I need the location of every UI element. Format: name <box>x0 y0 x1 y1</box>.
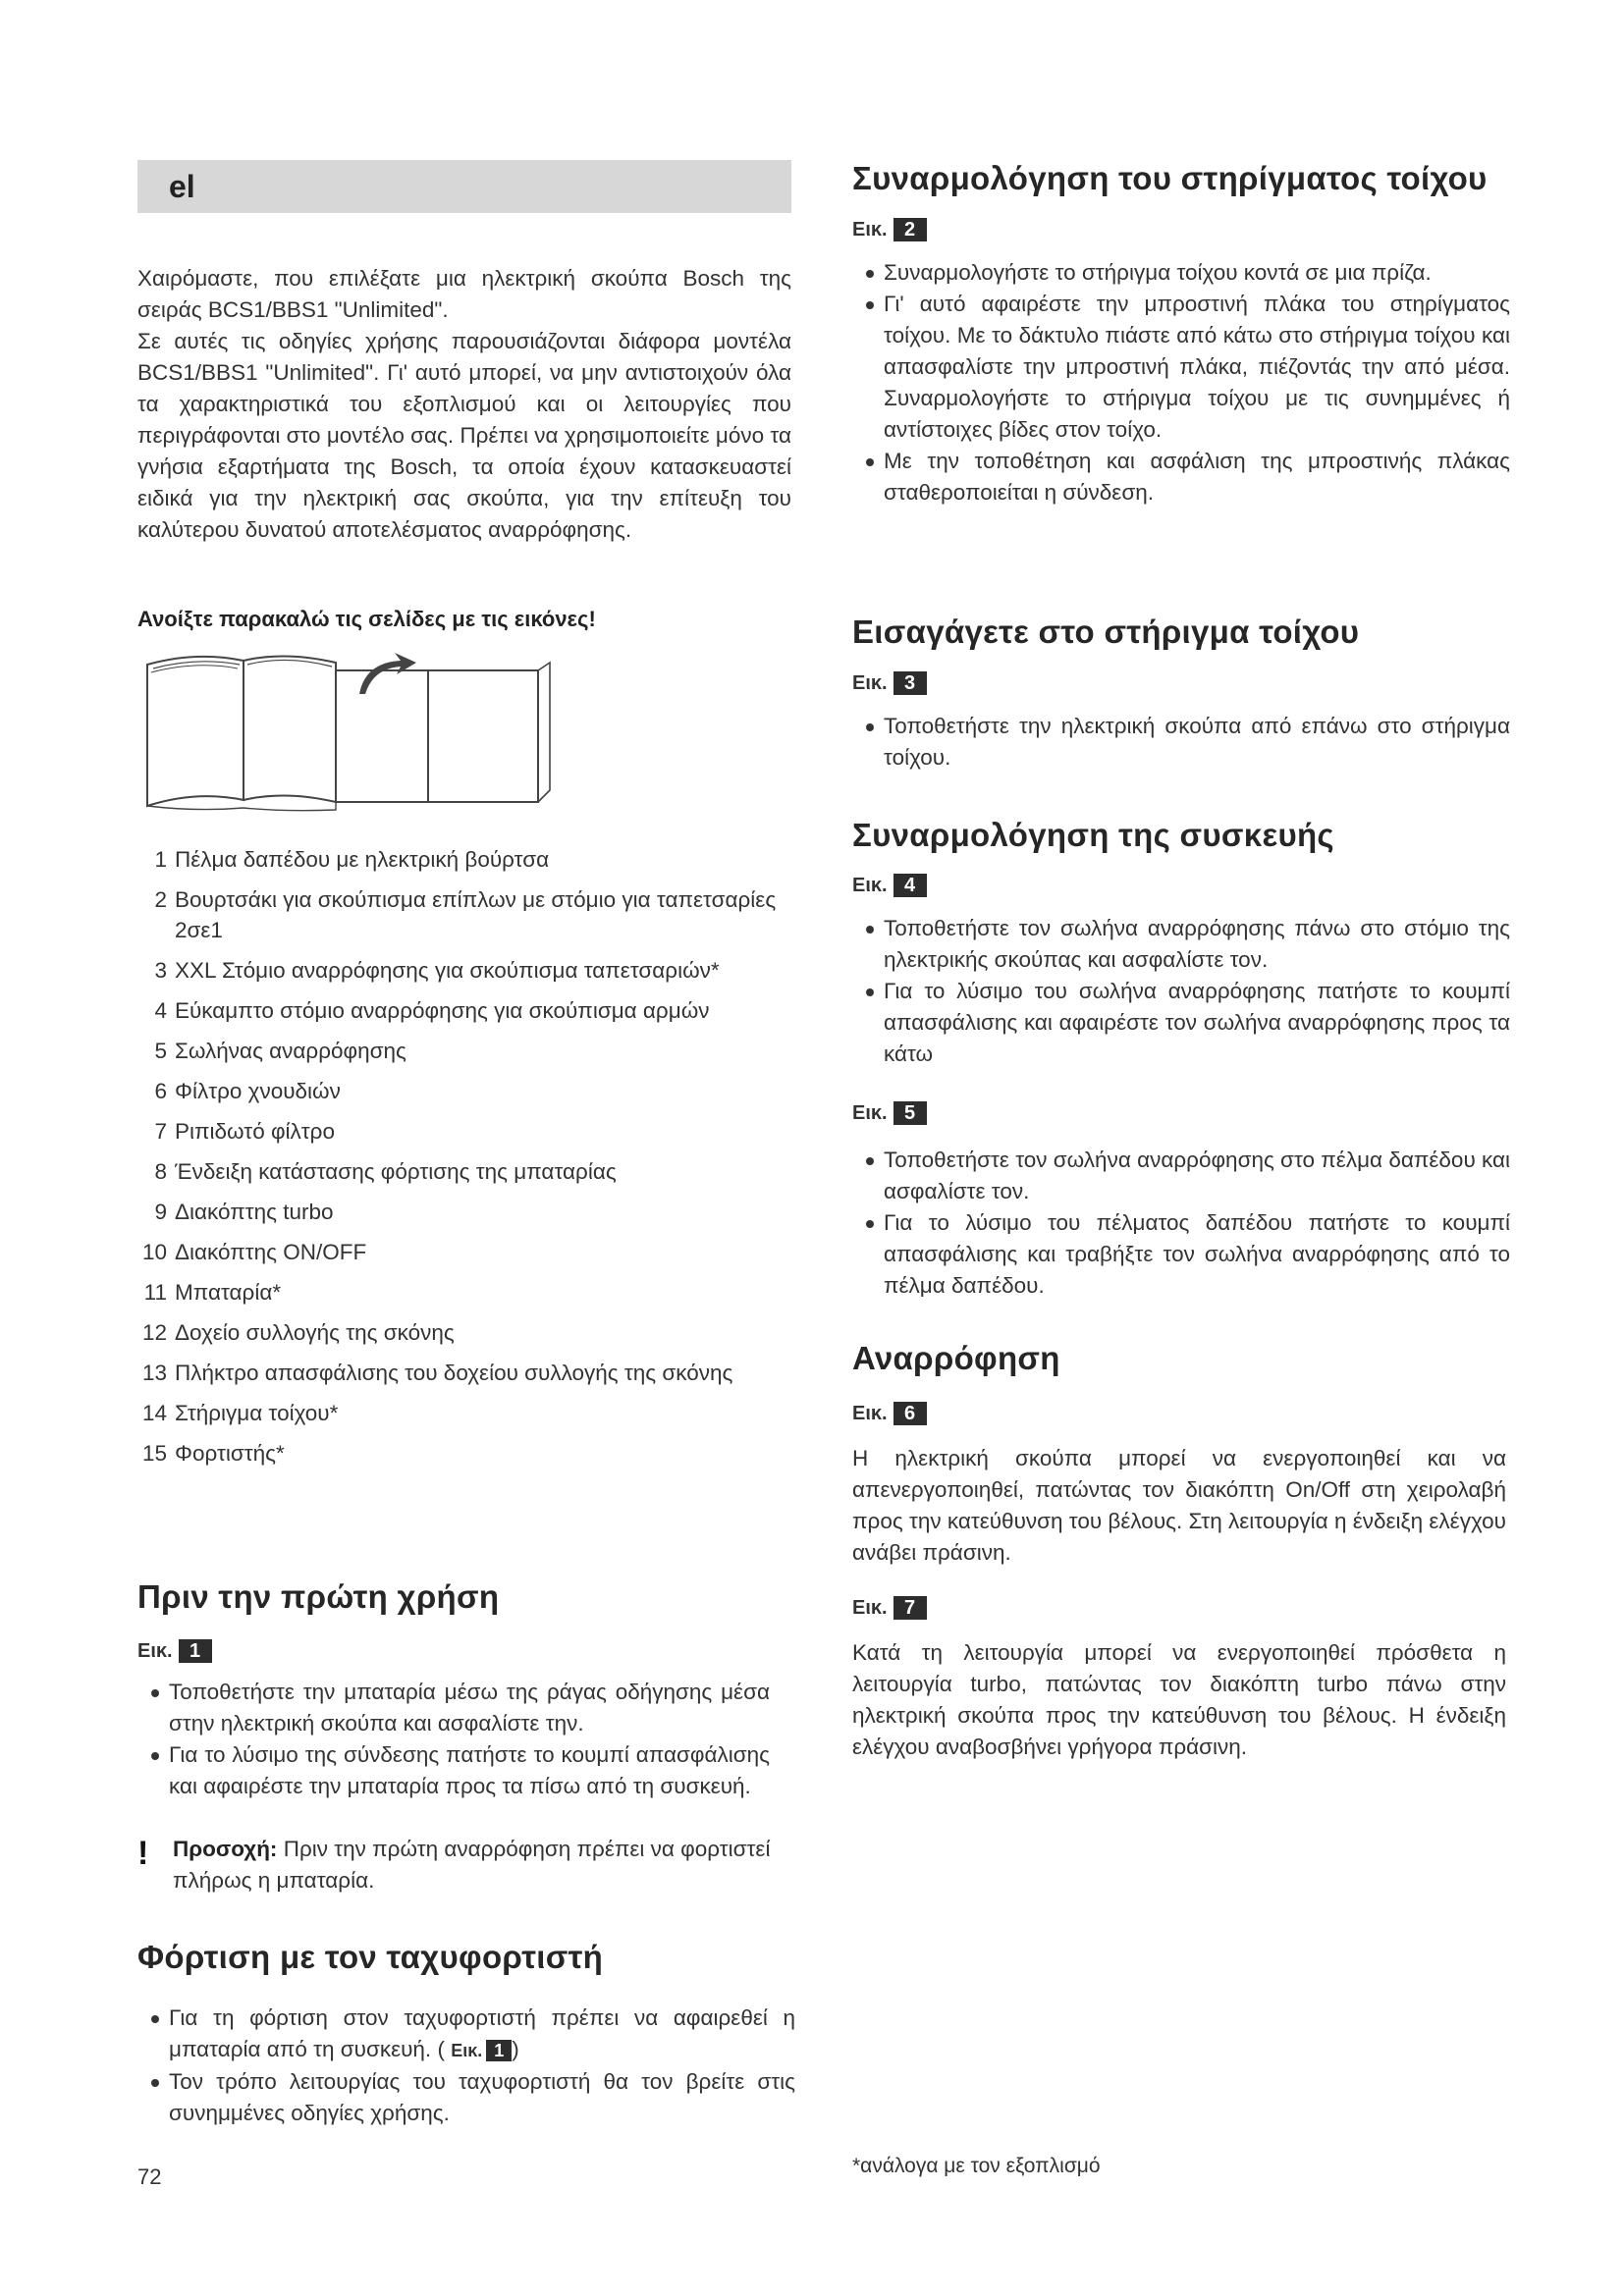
figure-label: Εικ. <box>852 671 888 694</box>
parts-list-item <box>137 1116 791 1147</box>
part-number: 3 <box>154 958 167 983</box>
figure-reference <box>137 1639 212 1663</box>
part-number: 4 <box>154 998 167 1023</box>
bullet-item: Με την τοποθέτηση και ασφάλιση της μπροστινής πλάκας σταθεροποιείται η σύνδεση. <box>862 446 1510 508</box>
part-label: Ριπιδωτό φίλτρο <box>175 1119 335 1144</box>
parts-list-item <box>137 1197 791 1227</box>
bullet-item: Για το λύσιμο της σύνδεσης πατήστε το κουμπί απασφάλισης και αφαιρέστε την μπαταρία προς τα πίσω από τη συσκευή. <box>147 1739 770 1802</box>
parts-list-item <box>137 1277 791 1308</box>
figure-reference <box>451 2035 512 2066</box>
parts-list-item <box>137 1358 791 1388</box>
part-number: 7 <box>154 1119 167 1144</box>
charging-bullet-end: ) <box>512 2037 519 2061</box>
parts-list-item <box>137 955 791 986</box>
figure-number: 6 <box>893 1402 927 1425</box>
bullet-item: Τοποθετήστε την μπαταρία μέσω της ράγας οδήγησης μέσα στην ηλεκτρική σκούπα και ασφαλίστε την. <box>147 1677 770 1739</box>
section-title-first-use: Πριν την πρώτη χρήση <box>137 1578 500 1615</box>
warning-label: Προσοχή: <box>173 1837 278 1861</box>
part-number: 14 <box>141 1401 167 1425</box>
charging-bullet-text: Για τη φόρτιση στον ταχυφορτιστή πρέπει να αφαιρεθεί η μπαταρία από τη συσκευή. ( <box>169 2005 795 2061</box>
section-title-charging: Φόρτιση με τον ταχυφορτιστή <box>137 1939 604 1975</box>
warning-note <box>137 1834 791 1896</box>
bullet-item <box>147 2002 795 2066</box>
suction-fig7-text: Κατά τη λειτουργία μπορεί να ενεργοποιηθεί πρόσθετα η λειτουργία turbo, πατώντας τον διακόπτη turbo πάνω στην ηλεκτρική σκούπα προς την κατεύθυνση του βέλους. Η ένδειξη ελέγχου αναβοσβήνει γρήγορα πράσινη. <box>852 1640 1506 1759</box>
section-title-insert-wall: Εισαγάγετε στο στήριγμα τοίχου <box>852 614 1360 650</box>
suction-fig6-text: Η ηλεκτρική σκούπα μπορεί να ενεργοποιηθεί και να απενεργοποιηθεί, πατώντας τον διακόπτη On/Off στη χειρολαβή προς την κατεύθυνση του βέλους. Στη λειτουργία η ένδειξη ελέγχου ανάβει πράσινη. <box>852 1446 1506 1565</box>
first-use-bullets <box>147 1677 770 1802</box>
figure-label: Εικ. <box>852 218 888 240</box>
bullet-item: Τοποθετήστε τον σωλήνα αναρρόφησης πάνω στο στόμιο της ηλεκτρικής σκούπας και ασφαλίστε τον. <box>862 913 1510 976</box>
part-label: Διακόπτης ON/OFF <box>175 1240 367 1264</box>
parts-list-item <box>137 844 791 875</box>
figure-number: 4 <box>893 874 927 897</box>
figure-number: 1 <box>179 1639 212 1663</box>
part-label: Μπαταρία* <box>175 1280 282 1305</box>
bullet-item: Για το λύσιμο του σωλήνα αναρρόφησης πατήστε το κουμπί απασφάλισης και αφαιρέστε τον σωλήνα αναρρόφησης προς τα κάτω <box>862 976 1510 1070</box>
intro-paragraph-1: Χαιρόμαστε, που επιλέξατε μια ηλεκτρική σκούπα Bosch της σειράς BCS1/BBS1 "Unlimited". <box>137 266 791 322</box>
figure-number: 7 <box>893 1596 927 1620</box>
parts-list-item <box>137 1237 791 1267</box>
wall-mount-bullets <box>862 257 1510 508</box>
part-number: 9 <box>154 1200 167 1224</box>
intro-paragraph-2: Σε αυτές τις οδηγίες χρήσης παρουσιάζονται διάφορα μοντέλα BCS1/BBS1 "Unlimited". Γι' αυτό μπορεί, να μην αντιστοιχούν όλα τα χαρακτηριστικά του εξοπλισμού και οι λειτουργίες που περιγράφονται στο μοντέλο σας. Πρέπει να χρησιμοποιείτε μόνο τα γνήσια εξαρτήματα της Bosch, τα οποία έχουν κατασκευαστεί ειδικά για την ηλεκτρική σας σκούπα, για την επίτευξη του καλύτερου δυνατού αποτελέσματος αναρρόφησης. <box>137 329 791 542</box>
assembly-fig5-bullets <box>862 1145 1510 1302</box>
parts-list-item <box>137 995 791 1026</box>
parts-list-item <box>137 1076 791 1106</box>
part-label: Φορτιστής* <box>175 1441 285 1466</box>
parts-list-item <box>137 1036 791 1066</box>
parts-list <box>137 844 791 1478</box>
part-number: 10 <box>141 1240 167 1264</box>
figure-label: Εικ. <box>852 874 888 896</box>
figure-label: Εικ. <box>451 2041 483 2061</box>
figure-reference <box>852 1402 927 1425</box>
bullet-item: Τοποθετήστε την ηλεκτρική σκούπα από επάνω στο στήριγμα τοίχου. <box>862 711 1510 774</box>
parts-list-item <box>137 884 791 945</box>
section-title-suction: Αναρρόφηση <box>852 1340 1060 1376</box>
assembly-fig4-bullets <box>862 913 1510 1070</box>
parts-list-item <box>137 1438 791 1468</box>
bullet-item: Γι' αυτό αφαιρέστε την μπροστινή πλάκα του στηρίγματος τοίχου. Με το δάκτυλο πιάστε από κάτω στο στήριγμα τοίχου και απασφαλίστε την μπροστινή πλάκα, πιέζοντάς την από μέσα. Συναρμολογήστε το στήριγμα τοίχου με τις συνημμένες ή αντίστοιχες βίδες στον τοίχο. <box>862 289 1510 446</box>
figure-label: Εικ. <box>852 1402 888 1424</box>
part-number: 8 <box>154 1159 167 1184</box>
bullet-item: Για το λύσιμο του πέλματος δαπέδου πατήστε το κουμπί απασφάλισης και τραβήξτε τον σωλήνα αναρρόφησης από το πέλμα δαπέδου. <box>862 1207 1510 1302</box>
part-label: Στήριγμα τοίχου* <box>175 1401 339 1425</box>
part-label: XXL Στόμιο αναρρόφησης για σκούπισμα ταπετσαριών* <box>175 958 720 983</box>
charging-bullets <box>147 2002 795 2129</box>
part-number: 12 <box>141 1320 167 1345</box>
figure-reference <box>852 218 927 241</box>
bullet-item: Τοποθετήστε τον σωλήνα αναρρόφησης στο πέλμα δαπέδου και ασφαλίστε τον. <box>862 1145 1510 1207</box>
language-tag: el <box>137 160 791 213</box>
parts-list-item <box>137 1156 791 1187</box>
figure-label: Εικ. <box>852 1596 888 1619</box>
part-number: 11 <box>143 1280 167 1305</box>
part-label: Φίλτρο χνουδιών <box>175 1079 341 1103</box>
figure-number: 1 <box>486 2040 512 2061</box>
section-title-wall-mount: Συναρμολόγηση του στηρίγματος τοίχου <box>852 160 1488 196</box>
part-label: Σωλήνας αναρρόφησης <box>175 1039 406 1063</box>
part-number: 6 <box>154 1079 167 1103</box>
part-label: Διακόπτης turbo <box>175 1200 334 1224</box>
part-number: 15 <box>141 1441 167 1466</box>
part-label: Βουρτσάκι για σκούπισμα επίπλων με στόμιο για ταπετσαρίες 2σε1 <box>175 887 777 942</box>
part-number: 13 <box>141 1361 167 1385</box>
figure-reference <box>852 671 927 695</box>
part-label: Δοχείο συλλογής της σκόνης <box>175 1320 455 1345</box>
figure-number: 5 <box>893 1101 927 1125</box>
part-number: 1 <box>154 847 167 872</box>
figure-label: Εικ. <box>852 1101 888 1124</box>
insert-wall-bullets <box>862 711 1510 774</box>
part-label: Εύκαμπτο στόμιο αναρρόφησης για σκούπισμα αρμών <box>175 998 710 1023</box>
page-number: 72 <box>137 2164 162 2189</box>
open-book-illustration <box>137 643 560 820</box>
parts-list-item <box>137 1317 791 1348</box>
section-title-assembly: Συναρμολόγηση της συσκευής <box>852 817 1334 853</box>
open-pages-note: Ανοίξτε παρακαλώ τις σελίδες με τις εικόνες! <box>137 607 596 631</box>
figure-number: 3 <box>893 671 927 695</box>
part-number: 2 <box>154 887 167 912</box>
footnote: *ανάλογα με τον εξοπλισμό <box>852 2155 1101 2177</box>
figure-number: 2 <box>893 218 927 241</box>
part-number: 5 <box>154 1039 167 1063</box>
figure-reference <box>852 1101 927 1125</box>
figure-label: Εικ. <box>137 1639 173 1662</box>
warning-text: Πριν την πρώτη αναρρόφηση πρέπει να φορτιστεί πλήρως η μπαταρία. <box>173 1837 771 1893</box>
part-label: Πέλμα δαπέδου με ηλεκτρική βούρτσα <box>175 847 550 872</box>
figure-reference <box>852 874 927 897</box>
warning-icon: ! <box>137 1835 149 1872</box>
parts-list-item <box>137 1398 791 1428</box>
part-label: Ένδειξη κατάστασης φόρτισης της μπαταρίας <box>175 1159 617 1184</box>
figure-reference <box>852 1596 927 1620</box>
bullet-item: Συναρμολογήστε το στήριγμα τοίχου κοντά σε μια πρίζα. <box>862 257 1510 289</box>
bullet-item: Τον τρόπο λειτουργίας του ταχυφορτιστή θα τον βρείτε στις συνημμένες οδηγίες χρήσης. <box>147 2066 795 2129</box>
part-label: Πλήκτρο απασφάλισης του δοχείου συλλογής της σκόνης <box>175 1361 733 1385</box>
